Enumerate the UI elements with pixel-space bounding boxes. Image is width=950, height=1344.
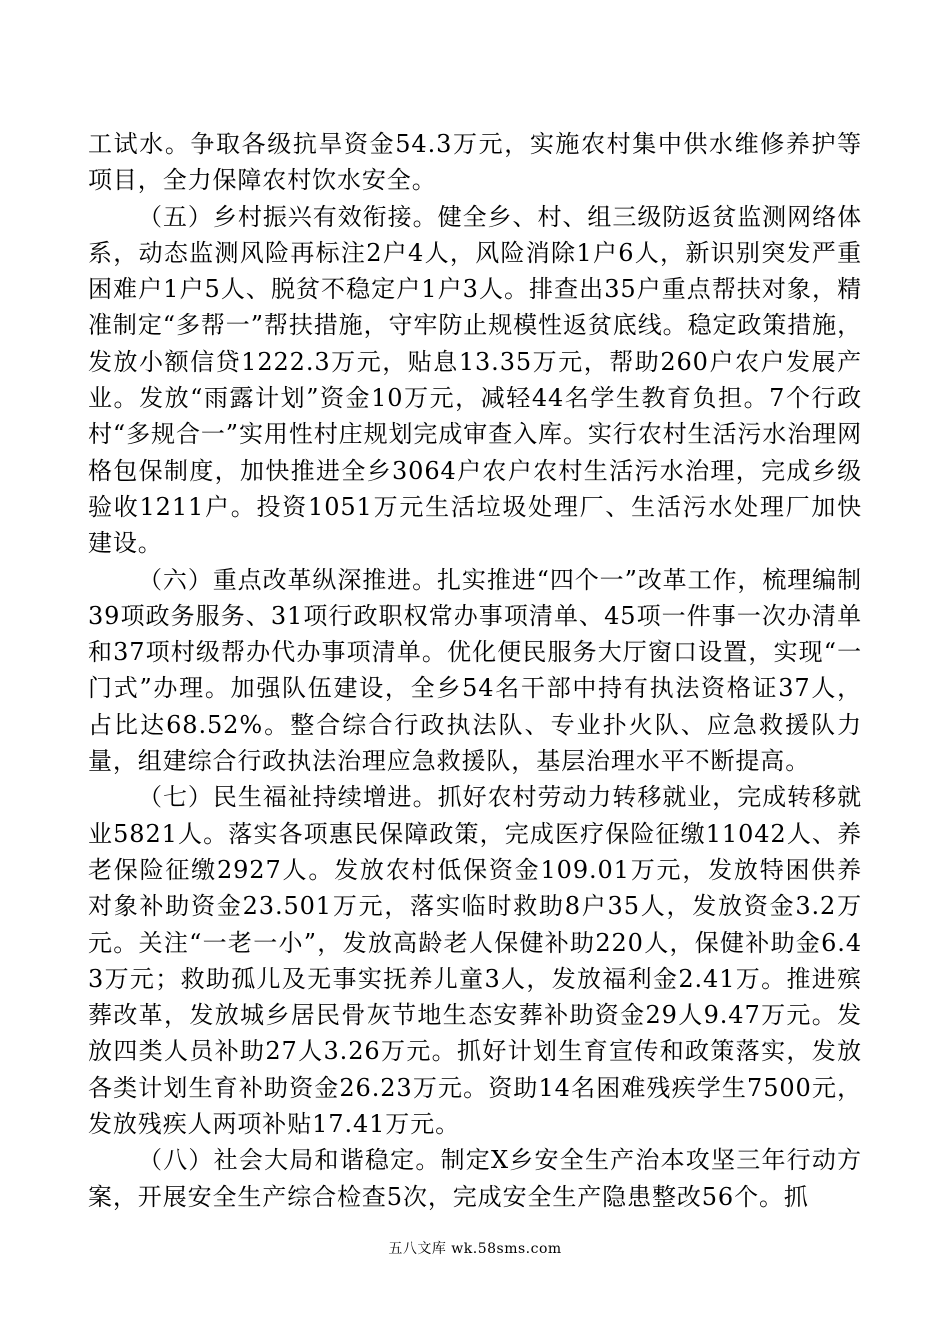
page-footer: 五八文库 wk.58sms.com xyxy=(388,1241,562,1257)
document-body xyxy=(88,126,862,1215)
paragraph-livelihood: （七）民生福祉持续增进。抓好农村劳动力转移就业，完成转移就业5821人。落实各项惠民保障政策，完成医疗保险征缴11042人、养老保险征缴2927人。发放农村低保资金109.01万元，发放特困供养对象补助资金23.501万元，落实临时救助8户35人，发放资金3.2万元。关注“一老一小”，发放高龄老人保健补助220人，保健补助金6.43万元；救助孤儿及无事实抚养儿童3人，发放福利金2.41万。推进殡葬改革，发放城乡居民骨灰节地生态安葬补助资金29人9.47万元。发放四类人员补助27人3.26万元。抓好计划生育宣传和政策落实，发放各类计划生育补助资金26.23万元。资助14名困难残疾学生7500元，发放残疾人两项补贴17.41万元。 xyxy=(88,783,862,1139)
paragraph-social-stability: （八）社会大局和谐稳定。制定X乡安全生产治本攻坚三年行动方案，开展安全生产综合检查5次，完成安全生产隐患整改56个。抓 xyxy=(88,1146,862,1211)
paragraph-key-reform: （六）重点改革纵深推进。扎实推进“四个一”改革工作，梳理编制39项政务服务、31项行政职权常办事项清单、45项一件事一次办清单和37项村级帮办代办事项清单。优化便民服务大厅窗口设置，实现“一门式”办理。加强队伍建设，全乡54名干部中持有执法资格证37人，占比达68.52%。整合综合行政执法队、专业扑火队、应急救援队力量，组建综合行政执法治理应急救援队，基层治理水平不断提高。 xyxy=(88,565,862,776)
paragraph-continuation: 工试水。争取各级抗旱资金54.3万元，实施农村集中供水维修养护等项目，全力保障农村饮水安全。 xyxy=(88,130,862,195)
paragraph-rural-revitalization: （五）乡村振兴有效衔接。健全乡、村、组三级防返贫监测网络体系，动态监测风险再标注2户4人，风险消除1户6人，新识别突发严重困难户1户5人、脱贫不稳定户1户3人。排查出35户重点帮扶对象，精准制定“多帮一”帮扶措施，守牢防止规模性返贫底线。稳定政策措施，发放小额信贷1222.3万元，贴息13.35万元，帮助260户农户发展产业。发放“雨露计划”资金10万元，减轻44名学生教育负担。7个行政村“多规合一”实用性村庄规划完成审查入库。实行农村生活污水治理网格包保制度，加快推进全乡3064户农户农村生活污水治理，完成乡级验收1211户。投资1051万元生活垃圾处理厂、生活污水处理厂加快建设。 xyxy=(88,202,862,558)
